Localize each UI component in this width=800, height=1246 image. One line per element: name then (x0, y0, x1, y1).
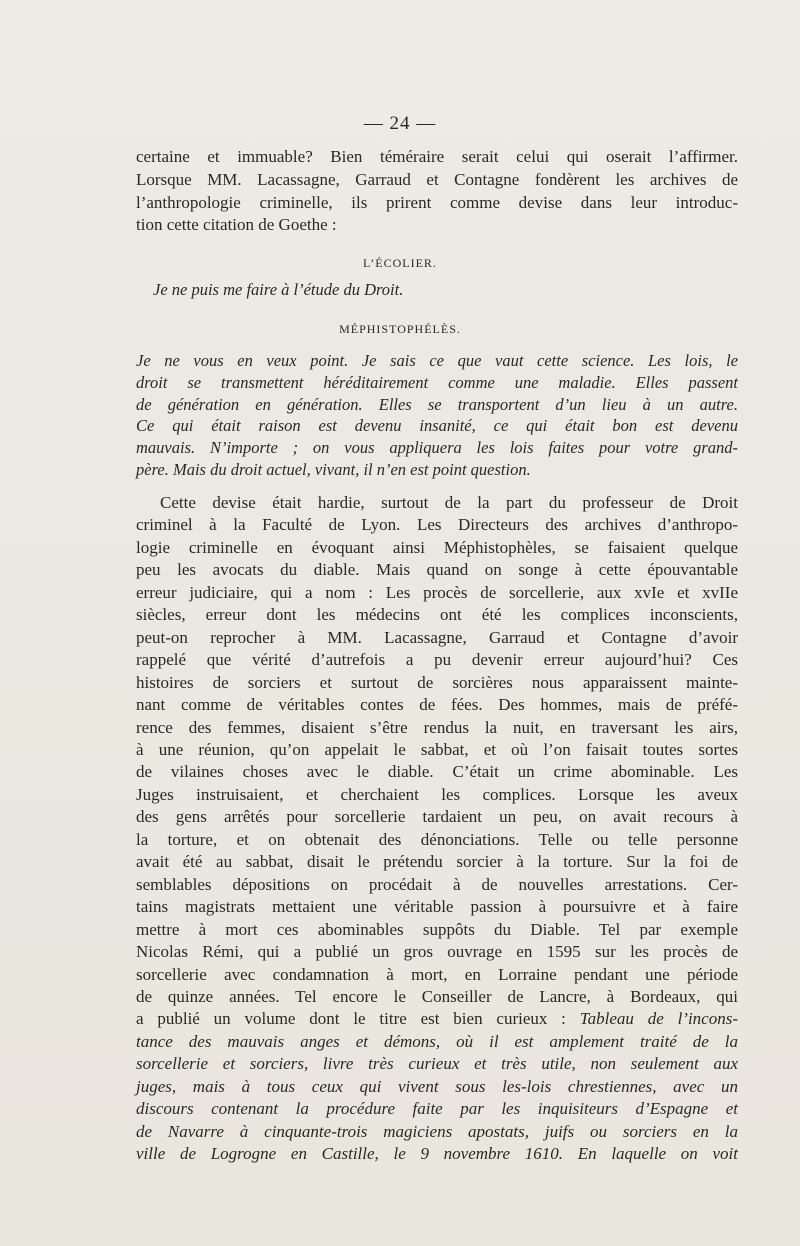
intro-line: certaine et immuable? Bien téméraire serait celui qui oserait l’affirmer. (136, 147, 738, 166)
body-line: peu les avocats du diable. Mais quand on songe à cette épouvantable (136, 560, 738, 580)
body-line: mettre à mort ces abominables suppôts du Diable. Tel par exemple (136, 919, 738, 939)
body-line: criminel à la Faculté de Lyon. Les Directeurs des archives d’anthropo- (136, 515, 738, 535)
body-line: rappelé que vérité d’autrefois a pu devenir erreur aujourd’hui? Ces (136, 650, 738, 670)
body-line: logie criminelle en évoquant ainsi Méphistophèles, se faisaient quelque (136, 537, 738, 557)
reply-line: mauvais. N’importe ; on vous appliquera les lois faites pour votre grand- (136, 438, 738, 458)
body-line: à une réunion, qu’on appelait le sabbat, et où l’on faisait toutes sortes (136, 739, 738, 759)
body-line: semblables dépositions on procédait à de nouvelles arrestations. Cer- (136, 874, 738, 894)
body-line: rence des femmes, disaient s’être rendus la nuit, en traversant les airs, (136, 717, 738, 737)
mephistopheles-reply (136, 350, 738, 481)
body-line-mixed (136, 1008, 738, 1030)
body-line: Juges instruisaient, et cherchaient les complices. Lorsque les aveux (136, 784, 738, 804)
speaker-ecolier: L’ÉCOLIER. (363, 256, 437, 270)
body-line: peut-on reprocher à MM. Lacassagne, Garraud et Contagne d’avoir (136, 627, 738, 647)
body-line: avait été au sabbat, disait le prétendu sorcier à la torture. Sur la foi de (136, 852, 738, 872)
page-number: — 24 — (363, 113, 437, 134)
body-line: histoires de sorciers et surtout de sorcières nous apparaissent mainte- (136, 672, 738, 692)
reply-line: Ce qui était raison est devenu insanité, ce qui était bon est devenu (136, 416, 738, 436)
body-line: la torture, et on obtenait des dénonciations. Telle ou telle personne (136, 829, 738, 849)
body-line: tains magistrats mettaient une véritable passion à poursuivre et à faire (136, 897, 738, 917)
intro-line: tion cette citation de Goethe : (136, 215, 337, 235)
body-line: de vilaines choses avec le diable. C’était un crime abominable. Les (136, 762, 738, 782)
body-line: nant comme de véritables contes de fées. Des hommes, mais de préfé- (136, 695, 738, 715)
body-line-prefix: a publié un volume dont le titre est bien curieux : (136, 1009, 580, 1029)
reply-line: de génération en génération. Elles se transportent d’un lieu à un autre. (136, 394, 738, 414)
intro-paragraph (136, 146, 738, 237)
book-title-line: discours contenant la procédure faite par les inquisiteurs d’Espagne et (136, 1099, 738, 1119)
book-title-line: tance des mauvais anges et démons, où il est amplement traité de la (136, 1031, 738, 1051)
intro-line: Lorsque MM. Lacassagne, Garraud et Contagne fondèrent les archives de (136, 169, 738, 189)
reply-line: Je ne vous en veux point. Je sais ce que vaut cette science. Les lois, le (136, 351, 738, 370)
book-title-line: de Navarre à cinquante-trois magiciens apostats, juifs ou sorciers en la (136, 1121, 738, 1141)
book-title-line: sorcellerie et sorciers, livre très curieux et très utile, non seulement aux (136, 1054, 738, 1074)
speaker-mephistopheles: MÉPHISTOPHÉLÈS. (339, 322, 461, 336)
body-line: siècles, erreur dont les médecins ont été les complices inconscients, (136, 605, 738, 625)
body-line: sorcellerie avec condamnation à mort, en Lorraine pendant une période (136, 964, 738, 984)
body-line: erreur judiciaire, qui a nom : Les procès de sorcellerie, aux xvIe et xvIIe (136, 582, 738, 602)
body-line: Nicolas Rémi, qui a publié un gros ouvrage en 1595 sur les procès de (136, 942, 738, 962)
body-line: des gens arrêtés pour sorcellerie tardaient un peu, on avait recours à (136, 807, 738, 827)
body-line: de quinze années. Tel encore le Conseiller de Lancre, à Bordeaux, qui (136, 986, 738, 1006)
body-line: Cette devise était hardie, surtout de la part du professeur de Droit (160, 493, 738, 512)
ecolier-line: Je ne puis me faire à l’étude du Droit. (153, 280, 404, 299)
body-paragraph (136, 492, 738, 1166)
book-title-line: juges, mais à tous ceux qui vivent sous les-lois chrestiennes, avec un (136, 1076, 738, 1096)
book-title-start: Tableau de l’incons- (579, 1009, 739, 1029)
book-title-line: ville de Logrogne en Castille, le 9 novembre 1610. En laquelle on voit (136, 1144, 738, 1164)
reply-line: droit se transmettent héréditairement comme une maladie. Elles passent (136, 372, 738, 392)
intro-line: l’anthropologie criminelle, ils prirent comme devise dans leur introduc- (136, 192, 738, 212)
reply-line: père. Mais du droit actuel, vivant, il n’en est point question. (136, 459, 531, 479)
